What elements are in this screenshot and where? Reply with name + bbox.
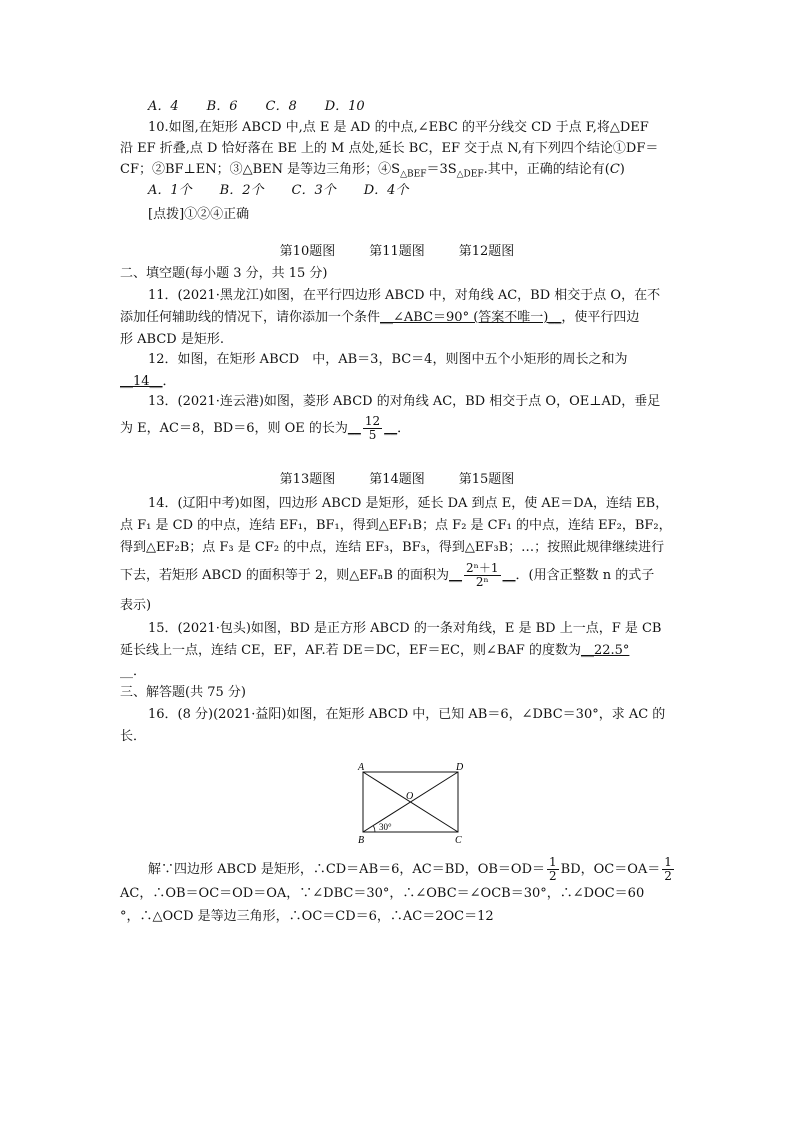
q13-line-2: 为 E，AC＝8，BD＝6，则 OE 的长为__ $\frac{12}{5}$ __． xyxy=(120,414,411,442)
q9-option-d: D．10 xyxy=(324,99,365,114)
q10-answer: C xyxy=(609,162,620,177)
solution-line-3: °，∴△OCD 是等边三角形，∴OC＝CD＝6，∴AC＝2OC＝12 xyxy=(120,909,494,924)
q15-answer: __22.5° xyxy=(580,643,630,658)
figure-captions-row-1 xyxy=(0,242,794,262)
figure-captions-row-2 xyxy=(0,470,794,490)
q10-options xyxy=(148,181,708,201)
caption-fig-12: 第12题图 xyxy=(458,244,515,259)
caption-fig-13: 第13题图 xyxy=(279,472,336,487)
caption-fig-14: 第14题图 xyxy=(369,472,425,487)
q10-option-d: D．4个 xyxy=(363,183,409,198)
q13-line-1: 13．(2021·连云港)如图，菱形 ABCD 的对角线 AC，BD 相交于点 O，OE⊥AD，垂足 xyxy=(148,394,661,409)
solution-line-2: AC，∴OB＝OC＝OD＝OA，∵∠DBC＝30°，∴∠OBC＝∠OCB＝30°，∴∠DOC＝60 xyxy=(120,886,645,901)
q9-option-a: A．4 xyxy=(148,99,179,114)
q14-line-4: 下去，若矩形 ABCD 的面积等于 2，则△EFₙB 的面积为__ $\frac{\text{2ⁿ＋1}}{\text{2ⁿ}}$ __．(用含正整数 n 的式子 xyxy=(120,561,655,589)
q11-line-3: 形 ABCD 是矩形. xyxy=(120,332,224,347)
q15-line-1: 15．(2021·包头)如图，BD 是正方形 ABCD 的一条对角线，E 是 BD 上一点，F 是 CB xyxy=(148,621,662,636)
q11-answer: __∠ABC＝90° (答案不唯一)__ xyxy=(380,310,562,325)
solution-line-1: 解∵四边形 ABCD 是矩形，∴CD＝AB＝6，AC＝BD，OB＝OD＝ $\frac{1}{2}$ BD，OC＝OA＝ $\frac{1}{2}$ xyxy=(148,855,672,883)
q10-line-2: 沿 EF 折叠,点 D 恰好落在 BE 上的 M 点处,延长 BC，EF 交于点 N,有下列四个结论①DF＝ xyxy=(120,141,659,156)
q11-line-2: 添加任何辅助线的情况下，请你添加一个条件__∠ABC＝90° (答案不唯一)__，使平行四边 xyxy=(120,310,640,325)
section-3-heading: 三、解答题(共 75 分) xyxy=(120,685,246,700)
q11-line-1: 11．(2021·黑龙江)如图，在平行四边形 ABCD 中，对角线 AC，BD 相交于点 O，在不 xyxy=(148,288,661,303)
angle-label: 30° xyxy=(379,822,392,832)
q16-line-1: 16．(8 分)(2021·益阳)如图，在矩形 ABCD 中，已知 AB＝6，∠DBC＝30°，求 AC 的 xyxy=(148,707,666,722)
label-b: B xyxy=(358,835,365,846)
caption-fig-11: 第11题图 xyxy=(369,244,425,259)
label-a: A xyxy=(358,762,365,773)
caption-fig-10: 第10题图 xyxy=(279,244,336,259)
q10-option-a: A．1个 xyxy=(148,183,192,198)
q10-line-1: 10.如图,在矩形 ABCD 中,点 E 是 AD 的中点,∠EBC 的平分线交 CD 于点 F,将△DEF xyxy=(148,120,649,135)
q9-option-c: C．8 xyxy=(265,99,297,114)
q10-hint: [点拨]①②④正确 xyxy=(148,207,250,222)
solution-fraction-1: $\frac{1}{2}$ xyxy=(549,855,557,883)
solution-fraction-2: $\frac{1}{2}$ xyxy=(664,855,672,883)
q15-line-2: 延长线上一点，连结 CE，EF，AF.若 DE＝DC，EF＝EC，则∠BAF 的度数为__22.5° xyxy=(120,643,630,658)
rectangle-figure xyxy=(340,758,480,848)
q14-line-2: 点 F₁ 是 CD 的中点，连结 EF₁，BF₁，得到△EF₁B；点 F₂ 是 CF₁ 的中点，连结 EF₂，BF₂， xyxy=(120,518,672,533)
q16-line-2: 长． xyxy=(120,729,147,744)
q15-line-3: __． xyxy=(120,664,147,679)
q14-answer-fraction: $\frac{\text{2ⁿ＋1}}{\text{2ⁿ}}$ xyxy=(466,561,499,589)
q12-line-2: __14__． xyxy=(120,374,176,389)
q9-option-b: B．6 xyxy=(206,99,238,114)
q12-answer: __14__ xyxy=(120,374,163,389)
q14-line-3: 得到△EF₂B；点 F₃ 是 CF₂ 的中点，连结 EF₃，BF₃，得到△EF₃B；…；按照此规律继续进行 xyxy=(120,540,665,555)
label-c: C xyxy=(455,835,462,846)
q10-option-c: C．3个 xyxy=(291,183,336,198)
q13-answer-fraction: $\frac{12}{5}$ xyxy=(364,414,381,442)
q12-line-1: 12．如图，在矩形 ABCD 中，AB＝3，BC＝4，则图中五个小矩形的周长之和为 xyxy=(148,352,628,367)
caption-fig-15: 第15题图 xyxy=(458,472,515,487)
label-o: O xyxy=(406,791,414,802)
q14-line-1: 14．(辽阳中考)如图，四边形 ABCD 是矩形，延长 DA 到点 E，使 AE＝DA，连结 EB， xyxy=(148,496,669,511)
q10-option-b: B．2个 xyxy=(219,183,264,198)
label-d: D xyxy=(456,762,464,773)
q14-line-5: 表示) xyxy=(120,598,152,613)
q10-line-3: CF；②BF⊥EN；③△BEN 是等边三角形；$④S_{\triangle BEF}=3S_{\triangle DEF}$.其中，正确的结论有(C) xyxy=(120,162,625,180)
section-2-heading: 二、填空题(每小题 3 分，共 15 分) xyxy=(120,266,328,281)
q9-options xyxy=(148,97,708,117)
angle-arc xyxy=(374,826,376,832)
